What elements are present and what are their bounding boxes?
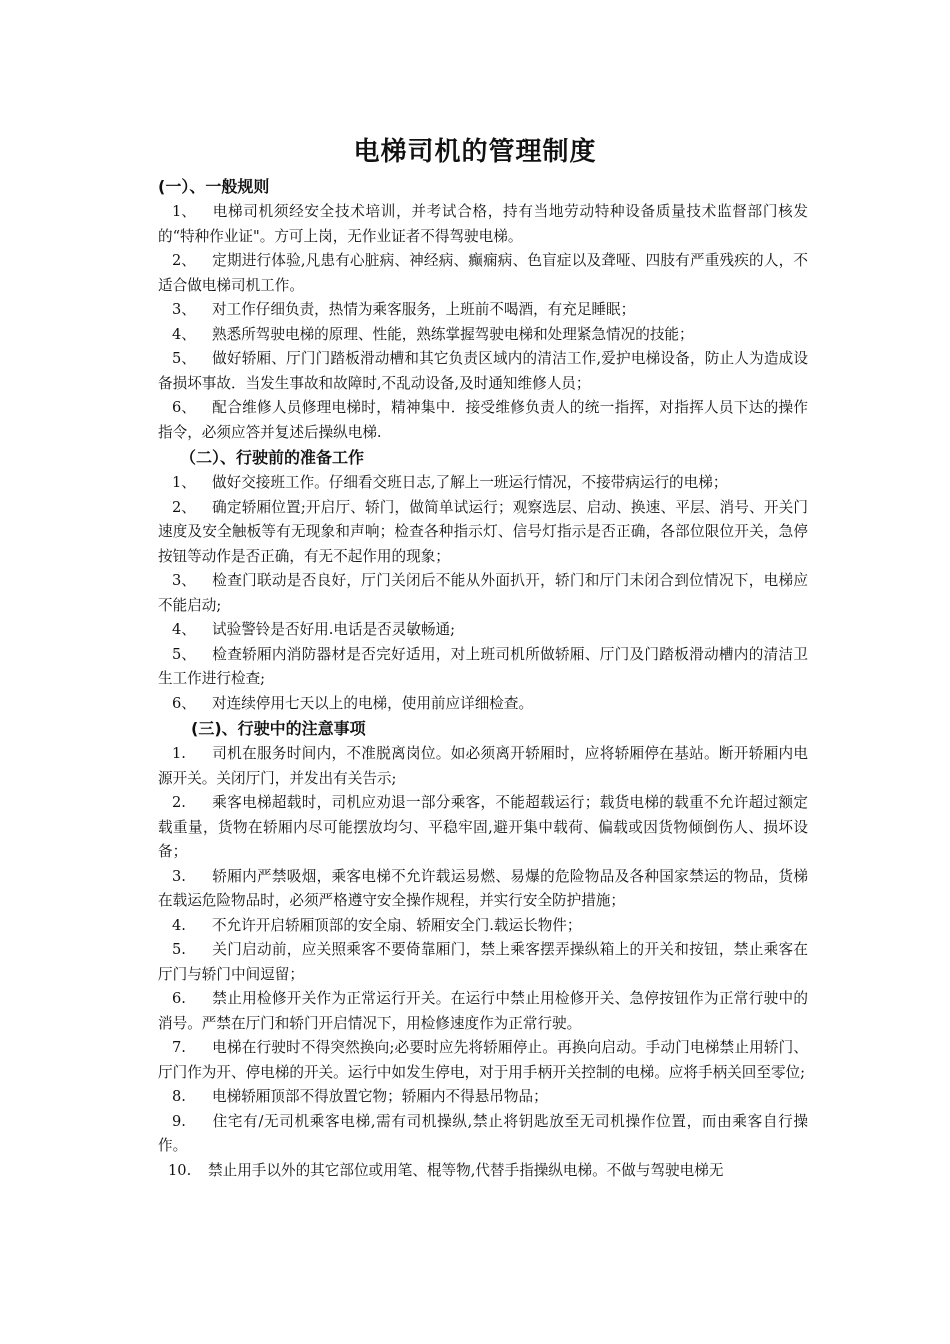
item-number: 10. <box>168 1161 192 1179</box>
item-number: 1、 <box>172 203 196 220</box>
item-text: 做好轿厢、厅门门踏板滑动槽和其它负责区域内的清洁工作,爱护电梯设备，防止人为造成设备损坏事故．当发生事故和故障时,不乱动设备,及时通知维修人员； <box>158 350 808 392</box>
item-text: 检查门联动是否良好，厅门关闭后不能从外面扒开，轿门和厅门未闭合到位情况下，电梯应不能启动; <box>158 572 808 614</box>
item-text: 关门启动前，应关照乘客不要倚靠厢门，禁上乘客摆弄操纵箱上的开关和按钮，禁止乘客在厅门与轿门中间逗留； <box>158 941 808 983</box>
item-text: 对工作仔细负责，热情为乘客服务，上班前不喝酒，有充足睡眠； <box>212 301 636 318</box>
list-item <box>158 298 808 323</box>
section-heading: （二）、行驶前的准备工作 <box>180 448 365 467</box>
item-text: 乘客电梯超载时，司机应劝退一部分乘客，不能超载运行；载货电梯的载重不允许超过额定载重量，货物在轿厢内尽可能摆放均匀、平稳牢固,避开集中载荷、偏载或因货物倾倒伤人、损坏设备； <box>158 794 808 860</box>
item-text: 定期进行体验,凡患有心脏病、神经病、癫痫病、色盲症以及聋哑、四肢有严重残疾的人，不适合做电梯司机工作。 <box>158 252 808 294</box>
sections-container <box>158 174 808 1183</box>
list-item <box>158 1110 808 1159</box>
section-heading: (一）、一般规则 <box>158 177 270 196</box>
section-in-run-precautions <box>158 716 808 1183</box>
list-item <box>158 323 808 348</box>
item-number: 3. <box>172 867 186 885</box>
item-number: 5、 <box>172 350 196 367</box>
item-text: 检查轿厢内消防器材是否完好适用，对上班司机所做轿厢、厅门及门踏板滑动槽内的清洁卫生工作进行检查; <box>158 645 808 687</box>
list-item <box>158 396 808 445</box>
list-item <box>158 914 808 939</box>
item-number: 6. <box>172 990 186 1007</box>
item-text: 司机在服务时间内，不准脱离岗位。如必须离开轿厢时，应将轿厢停在基站。断开轿厢内电源开关。关闭厅门，并发出有关告示; <box>158 745 808 787</box>
item-number: 5、 <box>172 645 196 663</box>
section-heading: (三)、行驶中的注意事项 <box>191 719 366 738</box>
item-number: 9. <box>172 1112 186 1130</box>
list-item <box>158 643 808 692</box>
item-number: 3、 <box>172 572 196 589</box>
list-item <box>158 200 808 249</box>
item-number: 6、 <box>172 694 196 712</box>
item-number: 6、 <box>172 399 196 416</box>
item-number: 4、 <box>172 621 196 638</box>
item-number: 4、 <box>172 325 196 343</box>
list-item <box>158 471 808 496</box>
list-item <box>158 249 808 298</box>
list-item <box>158 938 808 987</box>
item-text: 配合维修人员修理电梯时，精神集中．接受维修负责人的统一指挥，对指挥人员下达的操作指令，必须应答并复述后操纵电梯. <box>158 399 808 441</box>
item-number: 2. <box>172 794 186 811</box>
list-item <box>158 865 808 914</box>
item-text: 对连续停用七天以上的电梯，使用前应详细检查。 <box>212 694 534 712</box>
item-number: 2、 <box>172 252 196 269</box>
item-number: 2、 <box>172 498 196 516</box>
list-item <box>158 1085 808 1110</box>
item-number: 4. <box>172 916 186 934</box>
list-item <box>158 742 808 791</box>
item-text: 电梯轿厢顶部不得放置它物；轿厢内不得悬吊物品； <box>212 1088 548 1105</box>
section-pre-run-preparation <box>158 445 808 716</box>
page-title: 电梯司机的管理制度 <box>353 137 597 167</box>
item-text: 熟悉所驾驶电梯的原理、性能，熟练掌握驾驶电梯和处理紧急情况的技能； <box>212 325 694 343</box>
item-number: 3、 <box>172 301 196 318</box>
item-text: 禁止用检修开关作为正常运行开关。在运行中禁止用检修开关、急停按钮作为正常行驶中的消号。严禁在厅门和轿门开启情况下，用检修速度作为正常行驶。 <box>158 990 808 1032</box>
list-item <box>158 791 808 865</box>
item-text: 电梯在行驶时不得突然换向;必要时应先将轿厢停止。再换向启动。手动门电梯禁止用轿门、厅门作为开、停电梯的开关。运行中如发生停电，对于用手柄开关控制的电梯。应将手柄关回至零位; <box>158 1039 808 1081</box>
list-item <box>158 496 808 570</box>
item-text: 不允许开启轿厢顶部的安全扇、轿厢安全门.载运长物件； <box>212 916 582 934</box>
item-text: 电梯司机须经安全技术培训，并考试合格，持有当地劳动特种设备质量技术监督部门核发的“特种作业证"。方可上岗，无作业证者不得驾驶电梯。 <box>158 203 808 245</box>
item-text: 试验警铃是否好用.电话是否灵敏畅通; <box>212 621 456 638</box>
list-item <box>158 1159 808 1184</box>
list-item <box>158 618 808 643</box>
list-item <box>158 987 808 1036</box>
item-number: 1. <box>172 745 186 762</box>
item-number: 7. <box>172 1039 186 1056</box>
item-text: 做好交接班工作。仔细看交班日志,了解上一班运行情况，不接带病运行的电梯； <box>212 474 728 491</box>
item-text: 轿厢内严禁吸烟，乘客电梯不允许载运易燃、易爆的危险物品及各种国家禁运的物品，货梯在载运危险物品时，必须严格遵守安全操作规程，并实行安全防护措施； <box>158 867 808 909</box>
item-text: 禁止用手以外的其它部位或用笔、棍等物,代替手指操纵电梯。不做与驾驶电梯无 <box>208 1161 724 1179</box>
item-number: 8. <box>172 1088 186 1105</box>
section-general-rules <box>158 174 808 445</box>
list-item <box>158 1036 808 1085</box>
item-number: 1、 <box>172 474 196 491</box>
list-item <box>158 692 808 717</box>
item-text: 住宅有/无司机乘客电梯,需有司机操纵,禁止将钥匙放至无司机操作位置，而由乘客自行操作。 <box>158 1112 808 1154</box>
item-number: 5. <box>172 941 186 958</box>
list-item <box>158 347 808 396</box>
item-text: 确定轿厢位置;开启厅、轿门，做简单试运行；观察选层、启动、换速、平层、消号、开关门速度及安全触板等有无现象和声响；检查各种指示灯、信号灯指示是否正确，各部位限位开关，急停按钮等动作是否正确，有无不起作用的现象； <box>158 498 808 565</box>
list-item <box>158 569 808 618</box>
